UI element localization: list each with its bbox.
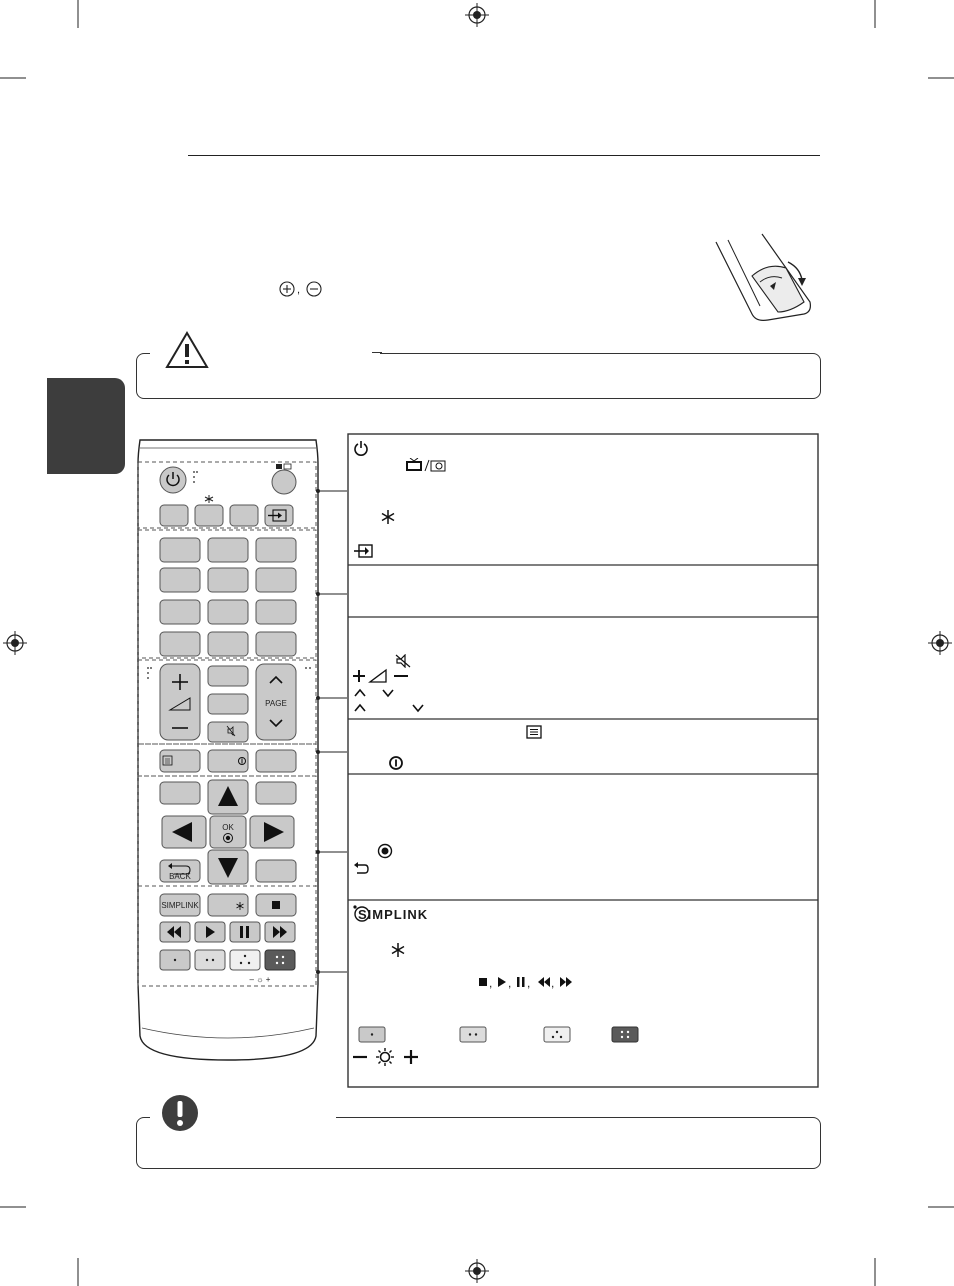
color-key-icons xyxy=(358,1026,640,1044)
note-exclamation-icon xyxy=(160,1093,200,1133)
ok-label: OK xyxy=(222,823,234,832)
page-label: PAGE xyxy=(265,699,287,708)
asterisk-icon xyxy=(380,509,396,525)
remote-control xyxy=(130,434,352,1074)
back-icon xyxy=(353,862,369,876)
brightness-key-label: – ☼ + xyxy=(249,975,271,984)
svg-text:,: , xyxy=(551,976,555,989)
registration-mark-top xyxy=(465,3,489,27)
simplink-logo-text: SIMPLINK xyxy=(358,907,429,922)
mute-icon xyxy=(395,654,411,668)
simplink-key-label: SIMPLINK xyxy=(161,901,199,910)
brightness-icon xyxy=(352,1048,422,1066)
svg-text:,: , xyxy=(527,976,531,989)
ok-icon xyxy=(377,843,393,859)
channel-up-down-icon xyxy=(353,686,399,700)
side-tab xyxy=(47,378,125,474)
registration-mark-right xyxy=(928,631,952,655)
registration-mark-left xyxy=(3,631,27,655)
header-rule xyxy=(188,155,820,156)
teletext-icon xyxy=(526,725,542,739)
power-icon xyxy=(353,440,369,456)
info-icon xyxy=(389,756,403,770)
note-box xyxy=(136,1117,821,1169)
svg-text:,: , xyxy=(489,976,493,989)
input-icon xyxy=(353,544,373,558)
page-up-down-icon xyxy=(353,701,429,715)
playback-icons xyxy=(478,975,582,989)
tv-radio-icon xyxy=(405,458,447,472)
simplink-logo-icon xyxy=(352,904,440,924)
callout-panel xyxy=(347,433,820,1089)
battery-cover-illustration xyxy=(708,232,820,324)
warning-triangle-icon xyxy=(164,330,210,370)
svg-text:,: , xyxy=(297,284,301,296)
asterisk-icon-2 xyxy=(390,942,406,958)
back-label: BACK xyxy=(169,872,191,881)
registration-mark-bottom xyxy=(465,1259,489,1283)
svg-text:,: , xyxy=(508,976,512,989)
battery-polarity-icons xyxy=(278,280,326,298)
volume-plus-minus-icon xyxy=(352,668,412,684)
caution-header-rule xyxy=(372,352,382,353)
